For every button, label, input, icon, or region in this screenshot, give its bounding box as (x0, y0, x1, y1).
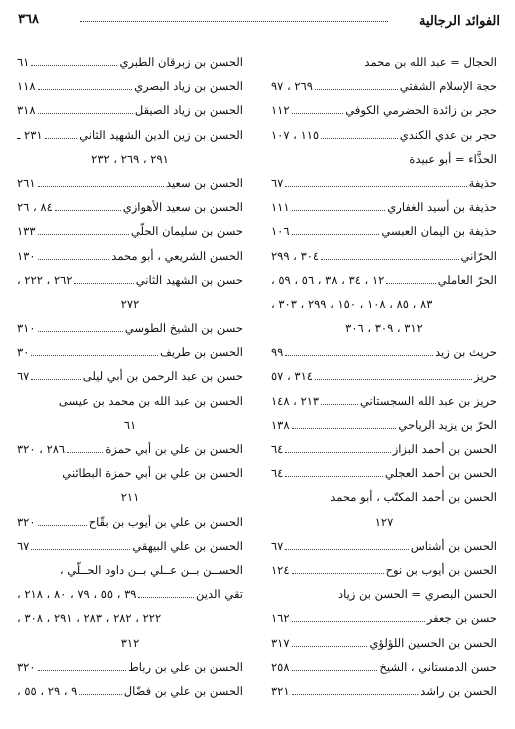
entry-name: حريز بن عبد الله السجستاني (359, 393, 497, 408)
index-entry (271, 74, 497, 98)
index-column-right (271, 50, 497, 703)
index-entry (271, 631, 497, 655)
entry-leader-dots (79, 679, 121, 695)
index-entry (271, 244, 497, 268)
entry-page-numbers: ١٣٣ (17, 224, 36, 239)
entry-name: الحسن بن أحمد العجلي (384, 466, 497, 481)
entry-page-numbers: ١١٢ (271, 103, 290, 118)
index-entry (17, 631, 243, 655)
entry-name: الحسن بن علي بن فضّال (123, 683, 243, 698)
entry-leader-dots (292, 631, 368, 647)
index-entry (271, 582, 497, 606)
index-entry (271, 413, 497, 437)
entry-page-numbers: ٢٦٩ ، ٩٧ (271, 79, 313, 94)
entry-leader-dots (38, 244, 110, 260)
entry-leader-dots (285, 437, 390, 453)
entry-page-numbers: ٢٦٢ ، ٢٢٢ ، (17, 272, 73, 287)
index-entry (17, 461, 243, 485)
index-entry (271, 485, 497, 509)
entry-leader-dots (38, 98, 133, 114)
entry-name: الحسن بن الحسين اللؤلؤي (369, 635, 497, 650)
entry-leader-dots (285, 534, 408, 550)
entry-name: حسن بن الشيخ الطوسي (124, 321, 243, 336)
index-entry (271, 558, 497, 582)
entry-leader-dots (55, 195, 121, 211)
entry-name: حسن بن سليمان الحلّي (130, 224, 243, 239)
entry-page-numbers: ١١٨ (17, 79, 36, 94)
entry-leader-dots (31, 364, 80, 380)
entry-page-numbers: ٣١٨ (17, 103, 36, 118)
entry-page-numbers: ٣٢٠ (17, 659, 36, 674)
index-entry (17, 268, 243, 292)
entry-name: حريث بن زيد (434, 345, 497, 360)
entry-name: الحرّاني (460, 248, 497, 263)
index-entry (17, 510, 243, 534)
entry-page-numbers: ٦٤ (271, 442, 284, 456)
entry-page-numbers: ٦٧ (271, 175, 284, 190)
index-entry (271, 340, 497, 364)
entry-page-numbers: ١٠٦ (271, 224, 290, 239)
index-entry (271, 389, 497, 413)
entry-page-numbers: ٢٢٢ ، ٢٨٢ ، ٢٨٣ ، ٢٩١ ، ٣٠٨ ، (17, 611, 162, 626)
index-entry (17, 340, 243, 364)
index-entry (17, 485, 243, 509)
entry-name: الحسن بن زياد الصيقل (134, 103, 243, 118)
entry-name: الحسن بن علي البيهقي (132, 538, 243, 553)
entry-name: حذيفة بن أسيد الغفاري (387, 200, 497, 215)
entry-name: الحسن بن طريف (159, 345, 243, 360)
index-entry (17, 582, 243, 606)
entry-page-numbers: ١٦٢ (271, 611, 290, 626)
running-title: الفوائد الرجالية (418, 14, 500, 29)
entry-page-numbers: ٣٠ (17, 345, 30, 360)
index-entry (271, 171, 497, 195)
index-entry (17, 558, 243, 582)
index-entry (17, 50, 243, 74)
entry-page-numbers: ٢١٣ ، ١٤٨ (271, 393, 320, 408)
index-entry (17, 437, 243, 461)
entry-name: حذيفة بن اليمان العبسي (381, 224, 497, 239)
entry-name: الحســن بــن عــلي بــن داود الحــلّي ، (59, 562, 243, 577)
entry-leader-dots (292, 413, 397, 429)
index-entry (271, 679, 497, 703)
entry-page-numbers: ٢١١ (120, 490, 140, 505)
entry-page-numbers: ٨٤ ، ٢٦ (17, 200, 53, 215)
index-entry (17, 606, 243, 630)
index-entry (271, 316, 497, 340)
entry-name: الحسن بن علي بن أيوب بن بقّاح (88, 514, 243, 529)
entry-page-numbers: ١٢ ، ٣٤ ، ٣٨ ، ٥٦ ، ٥٩ ، (271, 272, 385, 287)
index-entry (271, 292, 497, 316)
index-entry (17, 534, 243, 558)
entry-name: الحسن بن زين الدين الشهيد الثاني (79, 127, 243, 142)
entry-page-numbers: ٣١٢ ، ٣٠٩ ، ٣٠٦ (345, 321, 423, 336)
entry-leader-dots (38, 219, 129, 235)
entry-name: الحذَّاء = أبو عبيدة (409, 151, 497, 166)
entry-name: حسن بن جعفر (426, 611, 497, 626)
entry-page-numbers: ٦١ (123, 417, 137, 432)
index-entry (17, 74, 243, 98)
index-entry (17, 244, 243, 268)
entry-name: الحجال = عبد الله بن محمد (364, 55, 497, 69)
index-entry (271, 510, 497, 534)
entry-name: حسن بن عبد الرحمن بن أبي ليلى (82, 369, 243, 384)
entry-leader-dots (74, 268, 133, 284)
entry-leader-dots (321, 123, 398, 139)
index-entry (17, 655, 243, 679)
entry-name: الحسن بن سعيد (165, 175, 243, 190)
entry-leader-dots (45, 123, 78, 139)
entry-page-numbers: ٣٩ ، ٥٥ ، ٧٩ ، ٨٠ ، ٢١٨ ، (17, 587, 137, 602)
page-number: ٣٦٨ (18, 12, 39, 27)
entry-name: حسن بن الشهيد الثاني (135, 272, 243, 287)
entry-name: الحسن بن علي بن رباط (128, 659, 243, 674)
entry-leader-dots (386, 268, 435, 284)
index-entry (17, 219, 243, 243)
entry-leader-dots (321, 389, 358, 405)
entry-page-numbers: ١١١ (271, 200, 290, 215)
page-header (18, 10, 500, 34)
entry-page-numbers: ٢٧٢ (120, 296, 140, 311)
index-entry (17, 98, 243, 122)
entry-leader-dots (321, 244, 458, 260)
entry-name: الحسن بن أحمد المكتّب ، أبو محمد (330, 490, 497, 505)
index-entry (17, 171, 243, 195)
entry-page-numbers: ٣٢٠ (17, 514, 36, 529)
entry-name: الحسن البصري = الحسن بن زياد (337, 587, 497, 602)
index-column-left (17, 50, 243, 703)
entry-name: حجر بن زائدة الحضرمي الكوفي (345, 103, 497, 118)
entry-name: الحسن بن أيوب بن نوح (385, 562, 497, 577)
entry-leader-dots (292, 606, 425, 622)
entry-leader-dots (38, 510, 87, 526)
entry-leader-dots (31, 50, 117, 66)
entry-leader-dots (292, 98, 344, 114)
entry-page-numbers: ٦١ (17, 55, 30, 69)
entry-leader-dots (292, 558, 384, 574)
entry-name: الحسن بن أحمد البزاز (392, 442, 497, 456)
entry-name: الحسن الشريعي ، أبو محمد (111, 248, 243, 263)
entry-leader-dots (292, 219, 380, 235)
entry-page-numbers: ٢٥٨ (271, 659, 290, 674)
entry-name: تقي الدين (196, 587, 243, 602)
index-entry (271, 195, 497, 219)
index-entry (17, 123, 243, 147)
index-entry (17, 316, 243, 340)
index-entry (271, 534, 497, 558)
entry-name: حذيفة (468, 175, 497, 190)
index-entry (271, 364, 497, 388)
entry-leader-dots (38, 171, 164, 187)
entry-name: الحسن بن زياد البصري (134, 79, 243, 94)
index-entry (271, 98, 497, 122)
index-entry (17, 413, 243, 437)
entry-leader-dots (138, 582, 194, 598)
entry-name: حريز (474, 369, 497, 384)
entry-page-numbers: ٣٢١ (271, 683, 290, 698)
index-entry (17, 364, 243, 388)
index-entry (271, 461, 497, 485)
entry-leader-dots (315, 74, 398, 90)
index-entry (271, 219, 497, 243)
entry-page-numbers: ٦٧ (17, 369, 30, 384)
entry-page-numbers: ١٣٨ (271, 417, 290, 432)
entry-leader-dots (292, 195, 386, 211)
entry-leader-dots (285, 461, 383, 477)
entry-leader-dots (38, 316, 123, 332)
entry-page-numbers: ٢٦١ (17, 175, 36, 190)
entry-name: حسن الدمستاني ، الشيخ (379, 659, 497, 674)
entry-page-numbers: ١٢٧ (374, 514, 394, 529)
entry-name: الحرّ بن يزيد الرياحي (398, 417, 497, 432)
index-entry (17, 679, 243, 703)
entry-leader-dots (31, 534, 130, 550)
entry-page-numbers: ٨٣ ، ٨٥ ، ١٠٨ ، ١٥٠ ، ٢٩٩ ، ٣٠٣ ، (271, 296, 433, 311)
entry-page-numbers: ٦٧ (17, 538, 30, 553)
entry-leader-dots (315, 364, 472, 380)
entry-page-numbers: ٢٣١ ـ (17, 127, 43, 142)
entry-leader-dots (285, 171, 466, 187)
index-entry (271, 606, 497, 630)
entry-name: الحسن بن راشد (420, 683, 497, 698)
index-entry (17, 195, 243, 219)
entry-name: الحسن بن علي بن أبي حمزة (105, 442, 243, 456)
entry-page-numbers: ٣١٤ ، ٥٧ (271, 369, 313, 384)
entry-name: الحسن بن عبد الله بن محمد بن عيسى (58, 393, 243, 408)
index-entry (271, 50, 497, 74)
entry-leader-dots (292, 679, 419, 695)
entry-name: الحسن بن علي بن أبي حمزة البطائني (62, 466, 243, 481)
entry-page-numbers: ٢٨٦ ، ٣٢٠ (17, 442, 66, 456)
header-leader (80, 21, 388, 22)
entry-page-numbers: ٣٠٤ ، ٢٩٩ (271, 248, 320, 263)
entry-page-numbers: ٣١٧ (271, 635, 290, 650)
entry-leader-dots (38, 74, 133, 90)
entry-leader-dots (31, 340, 158, 356)
entry-page-numbers: ٩٩ (271, 345, 284, 360)
entry-name: الحرّ العاملي (437, 272, 497, 287)
entry-name: الحسن بن سعيد الأهوازي (122, 200, 243, 215)
index-entry (271, 147, 497, 171)
index-entry (271, 437, 497, 461)
entry-page-numbers: ٩ ، ٢٩ ، ٥٥ ، (17, 683, 78, 698)
entry-leader-dots (38, 655, 127, 671)
index-entry (271, 655, 497, 679)
index-entry (17, 292, 243, 316)
index-entry (271, 268, 497, 292)
index-entry (17, 147, 243, 171)
entry-leader-dots (292, 655, 378, 671)
entry-page-numbers: ١٣٠ (17, 248, 36, 263)
entry-page-numbers: ١١٥ ، ١٠٧ (271, 127, 320, 142)
entry-name: حجة الإسلام الشفتي (399, 79, 497, 94)
entry-name: حجر بن عدي الكندي (399, 127, 497, 142)
index-entry (17, 389, 243, 413)
entry-page-numbers: ٢٩١ ، ٢٦٩ ، ٢٣٢ (91, 151, 169, 166)
entry-page-numbers: ٣١٢ (120, 635, 140, 650)
entry-page-numbers: ١٢٤ (271, 562, 290, 577)
entry-leader-dots (285, 340, 433, 356)
index-entry (271, 123, 497, 147)
entry-leader-dots (67, 437, 103, 453)
entry-name: الحسن بن زبرقان الطبري (119, 55, 243, 69)
entry-name: الحسن بن أشناس (410, 538, 497, 553)
entry-page-numbers: ٦٧ (271, 538, 284, 553)
entry-page-numbers: ٣١٠ (17, 321, 36, 336)
entry-page-numbers: ٦٤ (271, 466, 284, 481)
